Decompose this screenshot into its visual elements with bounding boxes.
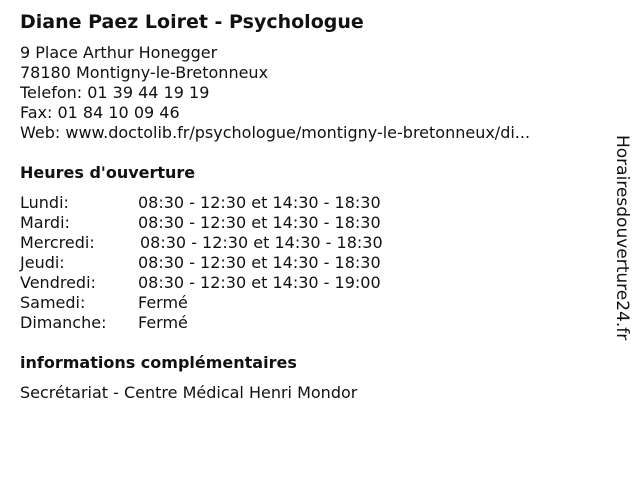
time-value: 08:30 - 12:30 et 14:30 - 18:30 <box>140 233 383 252</box>
site-watermark: Horairesdouverture24.fr <box>612 135 632 341</box>
extra-info-text: Secrétariat - Centre Médical Henri Mondor <box>20 383 358 402</box>
page-title: Diane Paez Loiret - Psychologue <box>20 11 364 33</box>
hours-row-wednesday <box>20 233 440 253</box>
day-label: Samedi: <box>20 293 86 312</box>
hours-row-monday <box>20 193 440 213</box>
phone-number: Telefon: 01 39 44 19 19 <box>20 83 210 102</box>
city-address: 78180 Montigny-le-Bretonneux <box>20 63 269 82</box>
day-label: Dimanche: <box>20 313 107 332</box>
day-label: Lundi: <box>20 193 69 212</box>
time-value: Fermé <box>138 313 188 332</box>
day-label: Mardi: <box>20 213 70 232</box>
website-link[interactable]: Web: www.doctolib.fr/psychologue/montigny-le-bretonneux/di... <box>20 123 531 142</box>
day-label: Mercredi: <box>20 233 95 252</box>
extra-info-heading: informations complémentaires <box>20 353 297 372</box>
time-value: 08:30 - 12:30 et 14:30 - 18:30 <box>138 253 381 272</box>
time-value: 08:30 - 12:30 et 14:30 - 18:30 <box>138 193 381 212</box>
hours-row-sunday <box>20 313 440 333</box>
contact-info <box>20 43 530 143</box>
hours-row-thursday <box>20 253 440 273</box>
hours-row-friday <box>20 273 440 293</box>
street-address: 9 Place Arthur Honegger <box>20 43 218 62</box>
fax-number: Fax: 01 84 10 09 46 <box>20 103 180 122</box>
time-value: Fermé <box>138 293 188 312</box>
hours-row-saturday <box>20 293 440 313</box>
hours-heading: Heures d'ouverture <box>20 163 196 182</box>
day-label: Vendredi: <box>20 273 96 292</box>
day-label: Jeudi: <box>20 253 65 272</box>
time-value: 08:30 - 12:30 et 14:30 - 18:30 <box>138 213 381 232</box>
hours-row-tuesday <box>20 213 440 233</box>
opening-hours-list <box>20 193 440 333</box>
time-value: 08:30 - 12:30 et 14:30 - 19:00 <box>138 273 381 292</box>
